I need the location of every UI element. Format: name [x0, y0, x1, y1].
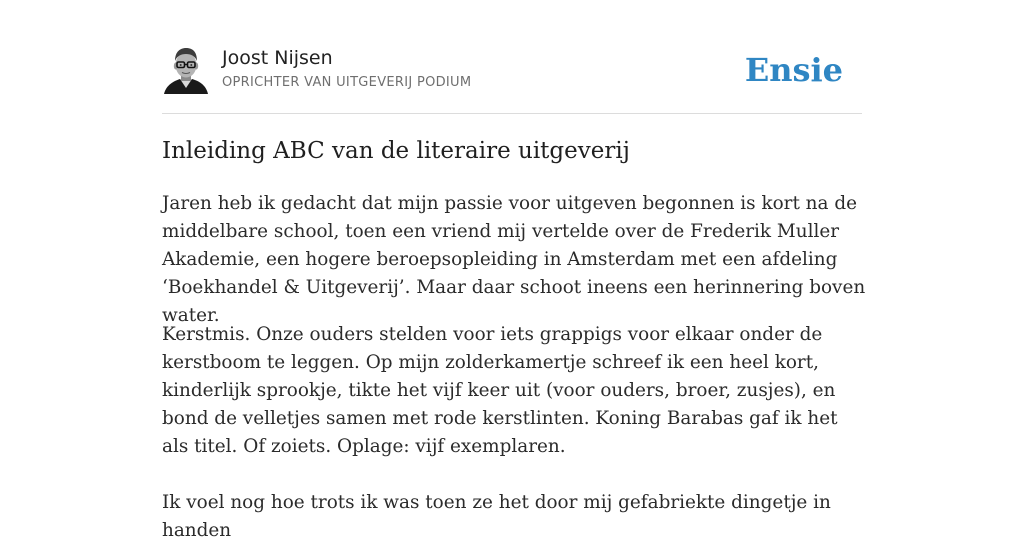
author-name[interactable]: Joost Nijsen — [222, 47, 333, 69]
article-header — [162, 44, 862, 100]
avatar[interactable] — [162, 44, 210, 94]
ensie-logo[interactable]: Ensie — [744, 51, 843, 89]
paragraph: Ik voel nog hoe trots ik was toen ze het door mij gefabriekte dingetje in handen — [162, 492, 831, 541]
author-portrait — [162, 44, 210, 94]
author-role: OPRICHTER VAN UITGEVERIJ PODIUM — [222, 75, 472, 90]
paragraph: Kerstmis. Onze ouders stelden voor iets grappigs voor elkaar onder de kerstboom te leggen. Op mijn zolderkamertje schreef ik een heel kort, kinderlijk sprookje, tikte het vijf keer uit (voor ouders, broer, zusjes), en bond de velletjes samen met rode kerstlinten. Koning Barabas gaf ik het als titel. Of zoiets. Oplage: vijf exemplaren. — [162, 324, 838, 457]
article-title: Inleiding ABC van de literaire uitgeverij — [162, 138, 630, 164]
paragraph: Jaren heb ik gedacht dat mijn passie voor uitgeven begonnen is kort na de middelbare school, toen een vriend mij vertelde over de Frederik Muller Akademie, een hogere beroepsopleiding in Amsterdam met een afdeling ‘Boekhandel & Uitgeverij’. Maar daar schoot ineens een herinnering boven water. — [162, 193, 866, 326]
header-divider — [162, 113, 862, 114]
